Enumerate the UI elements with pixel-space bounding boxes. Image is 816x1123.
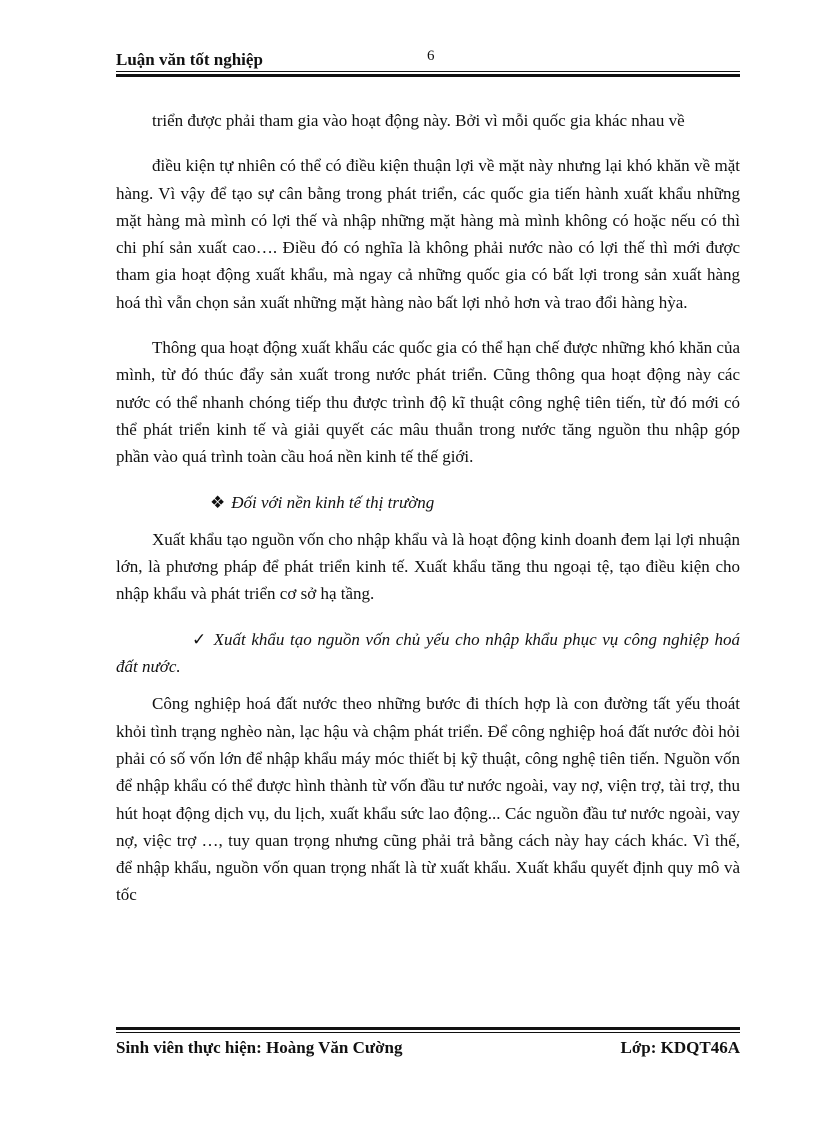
header-title: Luận văn tốt nghiệp xyxy=(116,50,263,69)
paragraph: Xuất khẩu tạo nguồn vốn cho nhập khẩu và là hoạt động kinh doanh đem lại lợi nhuận lớn, là phương pháp để phát triển kinh tế. Xuất khẩu tăng thu ngoại tệ, tạo điều kiện cho nhập khẩu và phát triển cơ sở hạ tầng. xyxy=(116,529,740,604)
footer-rule-thick xyxy=(116,1027,740,1030)
document-body xyxy=(116,107,740,927)
page-number: 6 xyxy=(427,48,435,64)
header-rule-thick xyxy=(116,74,740,77)
footer-rule-thin xyxy=(116,1032,740,1033)
footer-class: Lớp: KDQT46A xyxy=(620,1038,740,1057)
bullet-heading-1 xyxy=(116,489,740,516)
footer-student: Sinh viên thực hiện: Hoàng Văn Cường xyxy=(116,1038,403,1057)
paragraph: Công nghiệp hoá đất nước theo những bước đi thích hợp là con đường tất yếu thoát khỏi tình trạng nghèo nàn, lạc hậu và chậm phát triển. Để công nghiệp hoá đất nước đòi hỏi phải có số vốn lớn để nhập khẩu máy móc thiết bị kỹ thuật, công nghệ tiên tiến. Nguồn vốn để nhập khẩu có thể được hình thành từ vốn đầu tư nước ngoài, vay nợ, viện trợ, tài trợ, thu hút hoạt động dịch vụ, du lịch, xuất khẩu sức lao động... Các nguồn đầu tư nước ngoài, vay nợ, việc trợ …, tuy quan trọng nhưng cũng phải trả bằng cách này hay cách khác. Vì thế, để nhập khẩu, nguồn vốn quan trọng nhất là từ xuất khẩu. Xuất khẩu quyết định quy mô và tốc xyxy=(116,694,740,905)
diamond-bullet-icon: ❖ xyxy=(210,492,226,512)
bullet-heading-2 xyxy=(116,626,740,681)
paragraph: triển được phải tham gia vào hoạt động này. Bởi vì mỗi quốc gia khác nhau về xyxy=(152,111,685,130)
paragraph: Thông qua hoạt động xuất khẩu các quốc gia có thể hạn chế được những khó khăn của mình, từ đó thúc đẩy sản xuất trong nước phát triển. Cũng thông qua hoạt động này các nước có thể nhanh chóng tiếp thu được trình độ kĩ thuật công nghệ tiên tiến, từ đó mới có thể phát triển kinh tế và giải quyết các mâu thuẫn trong nước tăng nguồn thu nhập góp phần vào quá trình toàn cầu hoá nền kinh tế thế giới. xyxy=(116,338,740,467)
check-bullet-icon: ✓ xyxy=(192,629,208,649)
paragraph: điều kiện tự nhiên có thể có điều kiện thuận lợi về mặt này nhưng lại khó khăn về mặt hàng. Vì vậy để tạo sự cân bằng trong phát triển, các quốc gia tiến hành xuất khẩu những mặt hàng mà mình có lợi thế và nhập những mặt hàng mà mình không có hoặc nếu có thì chi phí sản xuất cao…. Điều đó có nghĩa là không phải nước nào có lợi thế thì mới được tham gia hoạt động xuất khẩu, mà ngay cả những quốc gia có bất lợi trong sản xuất hàng hoá thì vẫn chọn sản xuất những mặt hàng nào bất lợi nhỏ hơn và trao đổi hàng hỳa. xyxy=(116,156,740,312)
bullet-heading-2-text: Xuất khẩu tạo nguồn vốn chủ yếu cho nhập khẩu phục vụ công nghiệp hoá đất nước. xyxy=(116,629,740,677)
bullet-heading-1-text: Đối với nền kinh tế thị trường xyxy=(231,492,435,512)
header-rule-thin xyxy=(116,71,740,72)
